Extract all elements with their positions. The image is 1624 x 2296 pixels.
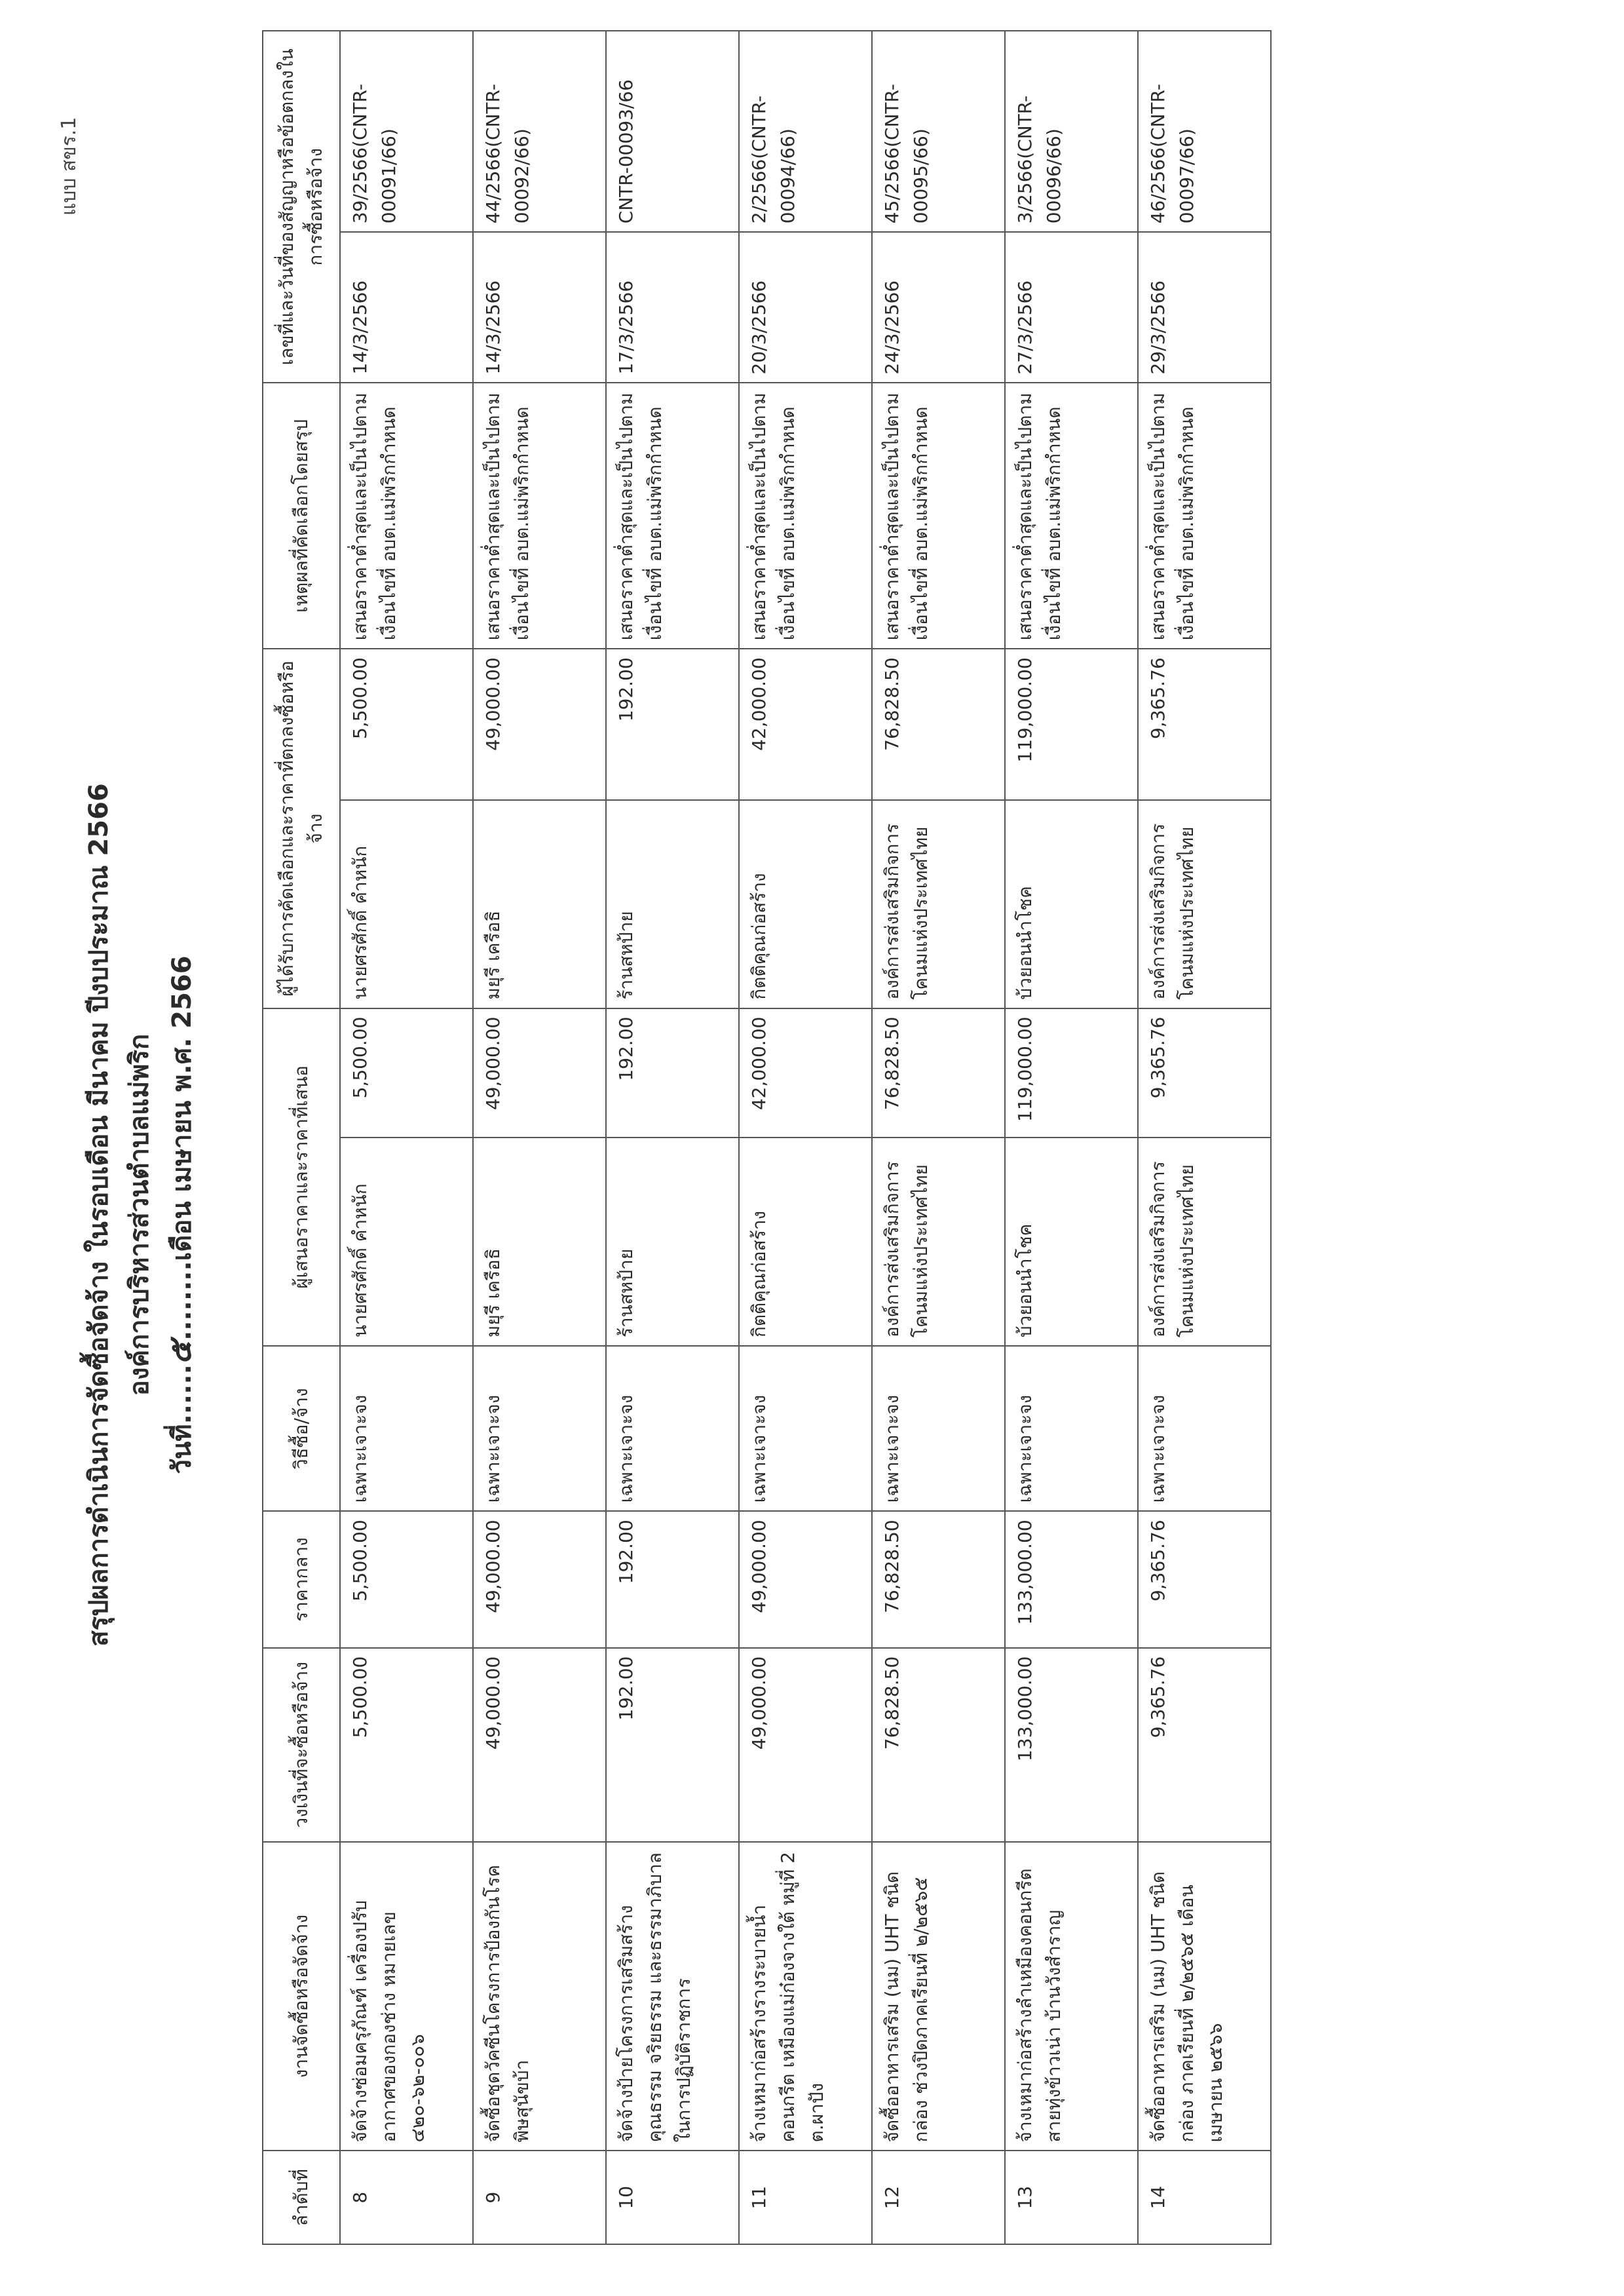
cell-method: เฉพาะเจาะจง <box>1005 1346 1138 1511</box>
cell-budget: 5,500.00 <box>340 1648 473 1842</box>
cell-bidder-price: 76,828.50 <box>872 1008 1005 1138</box>
cell-winner-price: 119,000.00 <box>1005 649 1138 799</box>
cell-contract-date: 29/3/2566 <box>1138 232 1271 383</box>
cell-no: 12 <box>872 2151 1005 2244</box>
report-date: วันที่......๕........เดือน เมษายน พ.ศ. 2566 <box>162 955 198 1474</box>
cell-winner-name: องค์การส่งเสริมกิจการโคนมแห่งประเทศไทย <box>1138 800 1271 1008</box>
cell-contract-no: CNTR-00093/66 <box>606 31 739 232</box>
cell-bidder-name: องค์การส่งเสริมกิจการโคนมแห่งประเทศไทย <box>1138 1138 1271 1346</box>
cell-bidder-price: 49,000.00 <box>473 1008 606 1138</box>
header-bidders: ผู้เสนอราคาและราคาที่เสนอ <box>263 1008 340 1346</box>
cell-bidder-name: ร้านสหป้าย <box>606 1138 739 1346</box>
cell-budget: 133,000.00 <box>1005 1648 1138 1842</box>
cell-method: เฉพาะเจาะจง <box>606 1346 739 1511</box>
cell-winner-price: 9,365.76 <box>1138 649 1271 799</box>
cell-winner-price: 49,000.00 <box>473 649 606 799</box>
table-row <box>340 31 473 2244</box>
cell-median: 9,365.76 <box>1138 1511 1271 1647</box>
cell-median: 133,000.00 <box>1005 1511 1138 1647</box>
cell-reason: เสนอราคาต่ำสุดและเป็นไปตามเงื่อนไขที่ อบต.แม่พริกกำหนด <box>1005 383 1138 649</box>
cell-reason: เสนอราคาต่ำสุดและเป็นไปตามเงื่อนไขที่ อบต.แม่พริกกำหนด <box>606 383 739 649</box>
cell-no: 10 <box>606 2151 739 2244</box>
cell-bidder-name: กิตติคุณก่อสร้าง <box>739 1138 872 1346</box>
table-row <box>872 31 1005 2244</box>
cell-no: 11 <box>739 2151 872 2244</box>
cell-bidder-name: องค์การส่งเสริมกิจการโคนมแห่งประเทศไทย <box>872 1138 1005 1346</box>
table-header-row <box>263 31 340 2244</box>
cell-item: จ้างเหมาก่อสร้างรางระบายน้ำคอนกรีต เหมืองแม่ก๋องจางใต้ หมู่ที่ 2 ต.ผาปัง <box>739 1842 872 2151</box>
cell-budget: 49,000.00 <box>739 1648 872 1842</box>
document-header <box>79 396 202 2034</box>
header-median: ราคากลาง <box>263 1511 340 1647</box>
table-row <box>473 31 606 2244</box>
cell-winner-name: บ้วยอนนำโชค <box>1005 800 1138 1008</box>
cell-no: 13 <box>1005 2151 1138 2244</box>
header-method: วิธีซื้อ/จ้าง <box>263 1346 340 1511</box>
cell-bidder-price: 119,000.00 <box>1005 1008 1138 1138</box>
cell-no: 8 <box>340 2151 473 2244</box>
cell-reason: เสนอราคาต่ำสุดและเป็นไปตามเงื่อนไขที่ อบต.แม่พริกกำหนด <box>739 383 872 649</box>
cell-winner-name: องค์การส่งเสริมกิจการโคนมแห่งประเทศไทย <box>872 800 1005 1008</box>
cell-contract-no: 46/2566(CNTR-00097/66) <box>1138 31 1271 232</box>
cell-contract-date: 17/3/2566 <box>606 232 739 383</box>
cell-reason: เสนอราคาต่ำสุดและเป็นไปตามเงื่อนไขที่ อบต.แม่พริกกำหนด <box>473 383 606 649</box>
cell-method: เฉพาะเจาะจง <box>340 1346 473 1511</box>
organization-name: องค์การบริหารส่วนตำบลแม่พริก <box>124 1033 155 1396</box>
report-title: สรุปผลการดำเนินการจัดซื้อจัดจ้าง ในรอบเดือน มีนาคม ปีงบประมาณ 2566 <box>84 783 114 1647</box>
cell-bidder-price: 5,500.00 <box>340 1008 473 1138</box>
date-prefix: วันที่ <box>167 1424 197 1474</box>
header-reason: เหตุผลที่คัดเลือกโดยสรุป <box>263 383 340 649</box>
cell-median: 192.00 <box>606 1511 739 1647</box>
cell-contract-date: 20/3/2566 <box>739 232 872 383</box>
cell-bidder-price: 42,000.00 <box>739 1008 872 1138</box>
header-item: งานจัดซื้อหรือจัดจ้าง <box>263 1842 340 2151</box>
cell-contract-no: 39/2566(CNTR-00091/66) <box>340 31 473 232</box>
cell-winner-name: ร้านสหป้าย <box>606 800 739 1008</box>
cell-bidder-price: 9,365.76 <box>1138 1008 1271 1138</box>
header-no: ลำดับที่ <box>263 2151 340 2244</box>
cell-median: 5,500.00 <box>340 1511 473 1647</box>
cell-no: 9 <box>473 2151 606 2244</box>
cell-item: จัดซื้ออาหารเสริม (นม) UHT ชนิดกล่อง ภาคเรียนที่ ๒/๒๕๖๕ เดือน เมษายน ๒๕๖๖ <box>1138 1842 1271 2151</box>
header-budget: วงเงินที่จะซื้อหรือจ้าง <box>263 1648 340 1842</box>
cell-winner-name: มยุรี เครือธิ <box>473 800 606 1008</box>
cell-contract-no: 2/2566(CNTR-00094/66) <box>739 31 872 232</box>
cell-contract-date: 14/3/2566 <box>340 232 473 383</box>
cell-item: จัดซื้ออาหารเสริม (นม) UHT ชนิดกล่อง ช่วงปิดภาคเรียนที่ ๒/๒๕๖๕ <box>872 1842 1005 2151</box>
cell-no: 14 <box>1138 2151 1271 2244</box>
cell-budget: 49,000.00 <box>473 1648 606 1842</box>
cell-median: 49,000.00 <box>473 1511 606 1647</box>
procurement-table <box>262 30 1272 2245</box>
table-row <box>739 31 872 2244</box>
cell-winner-price: 192.00 <box>606 649 739 799</box>
cell-method: เฉพาะเจาะจง <box>739 1346 872 1511</box>
cell-median: 76,828.50 <box>872 1511 1005 1647</box>
cell-item: จัดจ้างป้ายโครงการเสริมสร้างคุณธรรม จริยธรรม และธรรมาภิบาลในการปฏิบัติราชการ <box>606 1842 739 2151</box>
cell-method: เฉพาะเจาะจง <box>473 1346 606 1511</box>
cell-contract-no: 45/2566(CNTR-00095/66) <box>872 31 1005 232</box>
cell-winner-name: กิตติคุณก่อสร้าง <box>739 800 872 1008</box>
cell-item: จัดจ้างซ่อมครุภัณฑ์ เครื่องปรับอากาศของกองช่าง หมายเลข ๔๒๐-๖๒-๐๐๖ <box>340 1842 473 2151</box>
cell-winner-price: 76,828.50 <box>872 649 1005 799</box>
cell-winner-price: 42,000.00 <box>739 649 872 799</box>
cell-method: เฉพาะเจาะจง <box>872 1346 1005 1511</box>
form-code: แบบ สขร.1 <box>58 117 81 216</box>
cell-bidder-name: บ้วยอนนำโชค <box>1005 1138 1138 1346</box>
table-row <box>1005 31 1138 2244</box>
cell-budget: 192.00 <box>606 1648 739 1842</box>
table-row <box>1138 31 1271 2244</box>
cell-reason: เสนอราคาต่ำสุดและเป็นไปตามเงื่อนไขที่ อบต.แม่พริกกำหนด <box>1138 383 1271 649</box>
cell-method: เฉพาะเจาะจง <box>1138 1346 1271 1511</box>
cell-winner-price: 5,500.00 <box>340 649 473 799</box>
table-row <box>606 31 739 2244</box>
cell-contract-date: 14/3/2566 <box>473 232 606 383</box>
cell-item: จ้างเหมาก่อสร้างลำเหมืองคอนกรีตสายทุ่งข้าวเน่า บ้านวังสำราญ <box>1005 1842 1138 2151</box>
handwritten-day: ๕ <box>162 1340 198 1365</box>
date-month-year: เดือน เมษายน พ.ศ. 2566 <box>167 955 197 1261</box>
cell-bidder-name: นายศรศักดิ์ คำหนัก <box>340 1138 473 1346</box>
cell-bidder-price: 192.00 <box>606 1008 739 1138</box>
cell-bidder-name: มยุรี เครือธิ <box>473 1138 606 1346</box>
cell-reason: เสนอราคาต่ำสุดและเป็นไปตามเงื่อนไขที่ อบต.แม่พริกกำหนด <box>872 383 1005 649</box>
cell-median: 49,000.00 <box>739 1511 872 1647</box>
cell-reason: เสนอราคาต่ำสุดและเป็นไปตามเงื่อนไขที่ อบต.แม่พริกกำหนด <box>340 383 473 649</box>
header-winner: ผู้ได้รับการคัดเลือกและราคาที่ตกลงซื้อหรือจ้าง <box>263 649 340 1008</box>
cell-budget: 76,828.50 <box>872 1648 1005 1842</box>
cell-contract-date: 24/3/2566 <box>872 232 1005 383</box>
cell-item: จัดซื้อชุดวัคซีนโครงการป้องกันโรคพิษสุนัขบ้า <box>473 1842 606 2151</box>
cell-contract-no: 44/2566(CNTR-00092/66) <box>473 31 606 232</box>
cell-winner-name: นายศรศักดิ์ คำหนัก <box>340 800 473 1008</box>
cell-contract-date: 27/3/2566 <box>1005 232 1138 383</box>
cell-contract-no: 3/2566(CNTR-00096/66) <box>1005 31 1138 232</box>
cell-budget: 9,365.76 <box>1138 1648 1271 1842</box>
header-contract: เลขที่และวันที่ของสัญญาหรือข้อตกลงในการซื้อหรือจ้าง <box>263 31 340 383</box>
